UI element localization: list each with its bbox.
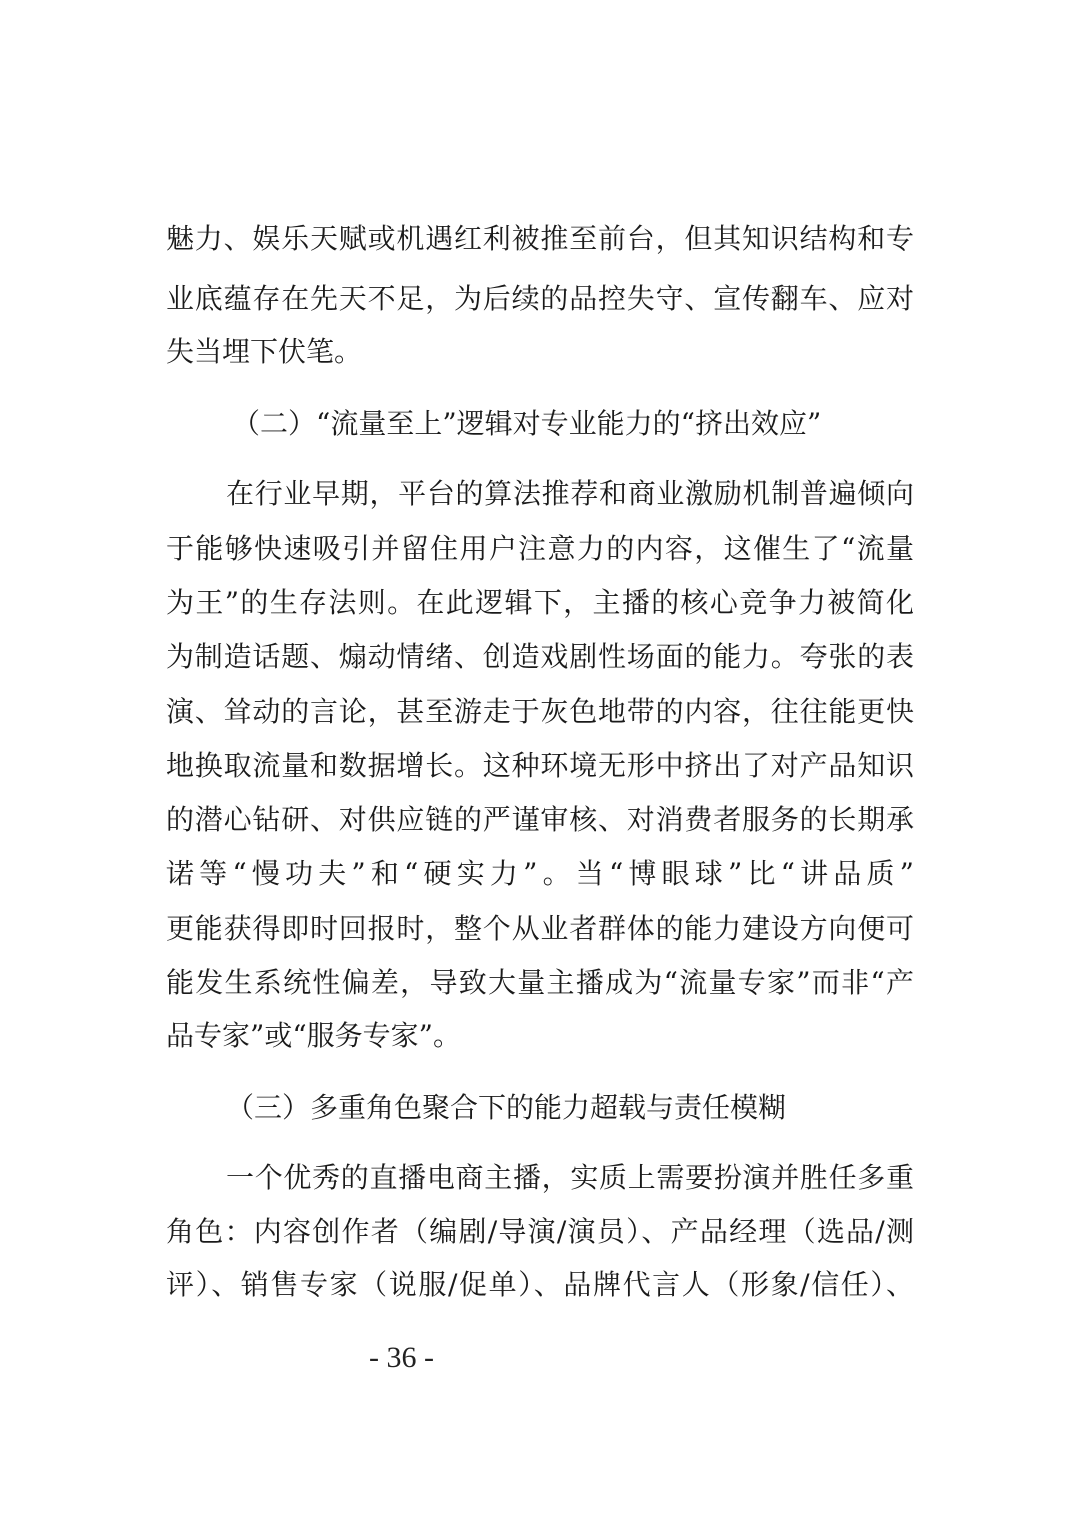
paragraph-line: 品专家”或“服务专家”。 bbox=[166, 1019, 461, 1052]
paragraph-line: 能发生系统性偏差，导致大量主播成为“流量专家”而非“产 bbox=[166, 966, 914, 999]
section-heading: （三）多重角色聚合下的能力超载与责任模糊 bbox=[226, 1091, 787, 1124]
paragraph-line: 为制造话题、煽动情绪、创造戏剧性场面的能力。夸张的表 bbox=[166, 640, 914, 673]
page-number: - 36 - bbox=[369, 1341, 434, 1374]
paragraph-line: 的潜心钻研、对供应链的严谨审核、对消费者服务的长期承 bbox=[166, 803, 914, 836]
paragraph-line: 一个优秀的直播电商主播，实质上需要扮演并胜任多重 bbox=[226, 1161, 914, 1194]
paragraph-line: 评）、销售专家（说服/促单）、品牌代言人（形象/信任）、 bbox=[166, 1268, 914, 1301]
section-heading: （二）“流量至上”逻辑对专业能力的“挤出效应” bbox=[232, 407, 822, 440]
paragraph-line: 地换取流量和数据增长。这种环境无形中挤出了对产品知识 bbox=[166, 749, 914, 782]
paragraph-line: 诺等“慢功夫”和“硬实力”。当“博眼球”比“讲品质” bbox=[166, 857, 914, 890]
paragraph-line: 于能够快速吸引并留住用户注意力的内容，这催生了“流量 bbox=[166, 532, 914, 565]
paragraph-line: 业底蕴存在先天不足，为后续的品控失守、宣传翻车、应对 bbox=[166, 282, 914, 315]
paragraph-line: 在行业早期，平台的算法推荐和商业激励机制普遍倾向 bbox=[226, 477, 914, 510]
paragraph-line: 更能获得即时回报时，整个从业者群体的能力建设方向便可 bbox=[166, 912, 914, 945]
paragraph-line: 魅力、娱乐天赋或机遇红利被推至前台，但其知识结构和专 bbox=[166, 222, 914, 255]
paragraph-line: 演、耸动的言论，甚至游走于灰色地带的内容，往往能更快 bbox=[166, 695, 914, 728]
paragraph-line: 为王”的生存法则。在此逻辑下，主播的核心竞争力被简化 bbox=[166, 586, 914, 619]
paragraph-line: 失当埋下伏笔。 bbox=[166, 335, 363, 368]
paragraph-line: 角色：内容创作者（编剧/导演/演员）、产品经理（选品/测 bbox=[166, 1215, 914, 1248]
